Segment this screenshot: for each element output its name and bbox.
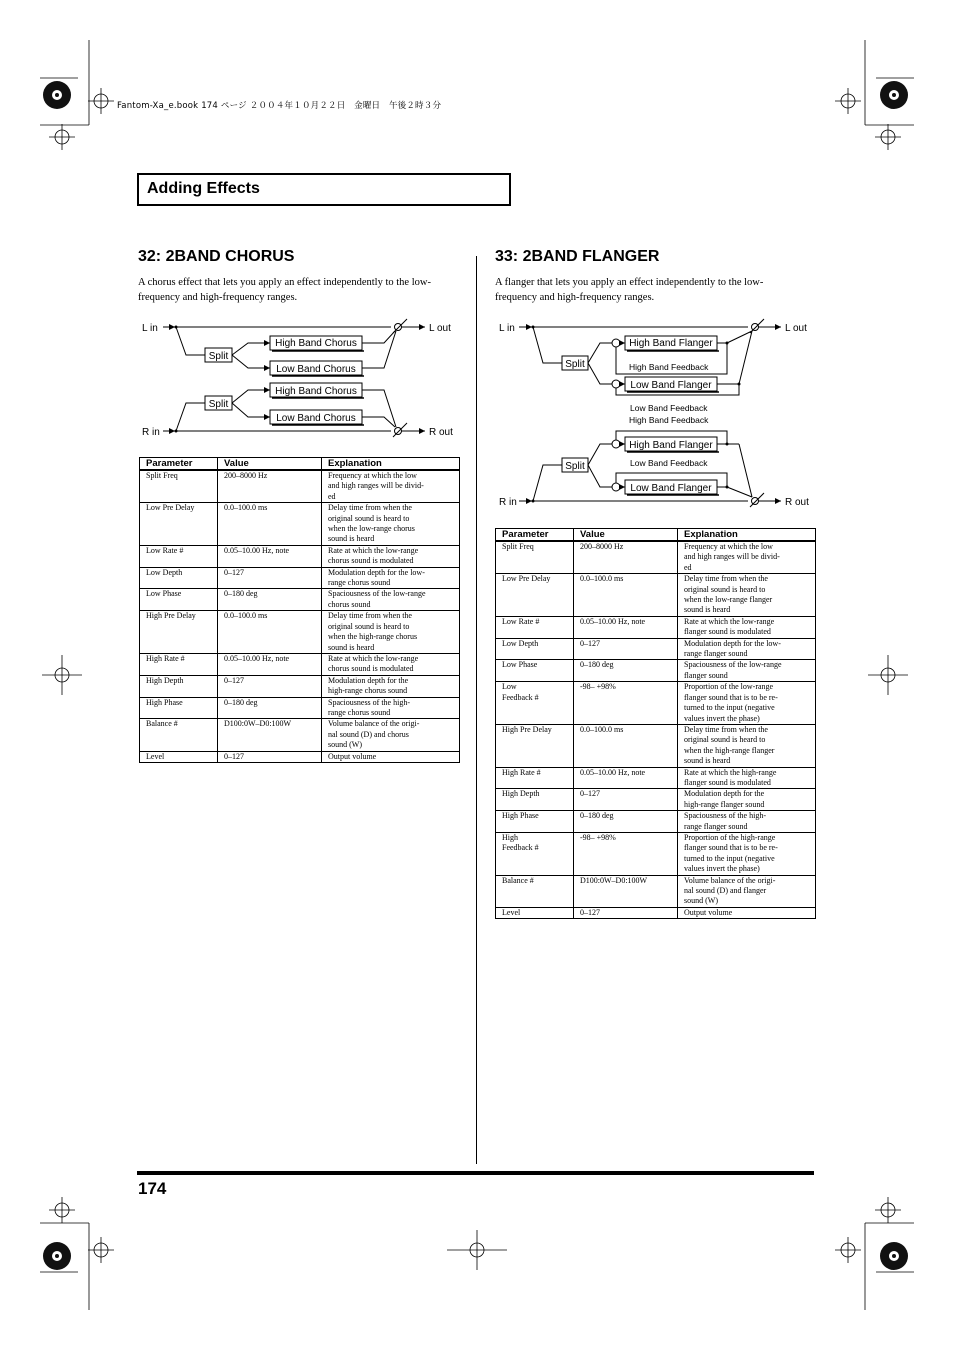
chorus-split-label: Split [208, 351, 229, 362]
value-cell: 0.0–100.0 ms [218, 503, 322, 546]
chorus-low-band-label: Low Band Chorus [276, 364, 356, 375]
parameter-cell: Low Depth [496, 638, 574, 660]
flanger-split-label: Split [565, 461, 585, 472]
chorus-high-band-label: High Band Chorus [275, 386, 357, 397]
value-cell: 0–180 deg [218, 589, 322, 611]
chorus-intro-line-1: A chorus effect that lets you apply an effect independently to the low- [138, 277, 431, 288]
parameter-cell: High Pre Delay [140, 611, 218, 654]
parameter-cell: Low Pre Delay [140, 503, 218, 546]
chorus-intro-line-2: frequency and high-frequency ranges. [138, 292, 298, 303]
explanation-cell: Rate at which the high-range flanger sound is modulated [678, 767, 816, 789]
flanger-parameter-table [495, 528, 816, 919]
flanger-high-feedback-label: High Band Feedback [629, 415, 709, 425]
chorus-split-label: Split [208, 399, 229, 410]
parameter-cell: Level [496, 907, 574, 918]
parameter-cell: Split Freq [140, 470, 218, 503]
value-cell: 0–180 deg [574, 811, 678, 833]
explanation-cell: Modulation depth for the high-range chorus sound [322, 675, 460, 697]
flanger-r-in-label: R in [499, 497, 517, 508]
explanation-cell: Delay time from when the original sound is heard to when the high-range chorus sound is heard [322, 611, 460, 654]
explanation-cell: Modulation depth for the low- range flanger sound [678, 638, 816, 660]
value-cell: D100:0W–D0:100W [574, 875, 678, 907]
table-row [496, 789, 816, 811]
table-row [496, 574, 816, 617]
parameter-cell: Low Phase [140, 589, 218, 611]
parameter-cell: Low Pre Delay [496, 574, 574, 617]
parameter-cell: Level [140, 751, 218, 762]
flanger-low-feedback-label: Low Band Feedback [630, 458, 708, 468]
table-row [496, 638, 816, 660]
column-header: Value [218, 458, 322, 471]
flanger-high-feedback-label: High Band Feedback [629, 362, 709, 372]
explanation-cell: Volume balance of the origi- nal sound (D) and flanger sound (W) [678, 875, 816, 907]
explanation-cell: Rate at which the low-range chorus sound is modulated [322, 545, 460, 567]
flanger-low-band-label: Low Band Flanger [630, 483, 712, 494]
parameter-cell: Split Freq [496, 541, 574, 574]
table-row [496, 724, 816, 767]
flanger-high-band-label: High Band Flanger [629, 440, 713, 451]
column-header: Explanation [322, 458, 460, 471]
explanation-cell: Frequency at which the low and high ranges will be divid- ed [322, 470, 460, 503]
explanation-cell: Rate at which the low-range flanger sound is modulated [678, 616, 816, 638]
table-header-row [496, 529, 816, 542]
column-header: Parameter [140, 458, 218, 471]
value-cell: 0.05–10.00 Hz, note [574, 767, 678, 789]
parameter-cell: Balance # [496, 875, 574, 907]
explanation-cell: Spaciousness of the high- range chorus sound [322, 697, 460, 719]
value-cell: 0.0–100.0 ms [574, 574, 678, 617]
flanger-intro-line-1: A flanger that lets you apply an effect independently to the low- [495, 277, 764, 288]
flanger-title: 33: 2BAND FLANGER [495, 248, 660, 265]
table-row [496, 616, 816, 638]
explanation-cell: Rate at which the low-range chorus sound is modulated [322, 653, 460, 675]
table-row [496, 767, 816, 789]
parameter-cell: Low Phase [496, 660, 574, 682]
explanation-cell: Proportion of the high-range flanger sound that is to be re- turned to the input (negative values invert the phase) [678, 832, 816, 875]
explanation-cell: Volume balance of the origi- nal sound (D) and chorus sound (W) [322, 719, 460, 751]
explanation-cell: Spaciousness of the high- range flanger sound [678, 811, 816, 833]
value-cell: 200–8000 Hz [218, 470, 322, 503]
chorus-high-band-label: High Band Chorus [275, 338, 357, 349]
table-row [496, 541, 816, 574]
value-cell: 200–8000 Hz [574, 541, 678, 574]
flanger-high-band-label: High Band Flanger [629, 338, 713, 349]
parameter-cell: Balance # [140, 719, 218, 751]
value-cell: 0.0–100.0 ms [574, 724, 678, 767]
column-header: Parameter [496, 529, 574, 542]
flanger-l-in-label: L in [499, 323, 515, 334]
parameter-cell: High Pre Delay [496, 724, 574, 767]
parameter-cell: High Depth [496, 789, 574, 811]
table-row [496, 907, 816, 918]
parameter-cell: Low Depth [140, 567, 218, 589]
explanation-cell: Modulation depth for the low- range chorus sound [322, 567, 460, 589]
parameter-cell: High Rate # [140, 653, 218, 675]
value-cell: 0.0–100.0 ms [218, 611, 322, 654]
value-cell: 0–127 [574, 789, 678, 811]
flanger-split-label: Split [565, 359, 585, 370]
value-cell: -98– +98% [574, 832, 678, 875]
explanation-cell: Delay time from when the original sound is heard to when the high-range flanger sound is heard [678, 724, 816, 767]
column-header: Value [574, 529, 678, 542]
page-number: 174 [138, 1179, 167, 1198]
explanation-cell: Delay time from when the original sound is heard to when the low-range chorus sound is heard [322, 503, 460, 546]
chorus-l-out-label: L out [429, 323, 451, 334]
value-cell: 0–127 [218, 751, 322, 762]
parameter-cell: High Depth [140, 675, 218, 697]
explanation-cell: Output volume [322, 751, 460, 762]
value-cell: 0.05–10.00 Hz, note [218, 653, 322, 675]
value-cell: 0–180 deg [218, 697, 322, 719]
explanation-cell: Frequency at which the low and high ranges will be divid- ed [678, 541, 816, 574]
table-row [496, 811, 816, 833]
value-cell: D100:0W–D0:100W [218, 719, 322, 751]
explanation-cell: Proportion of the low-range flanger sound that is to be re- turned to the input (negative values invert the phase) [678, 682, 816, 725]
table-row [496, 875, 816, 907]
explanation-cell: Output volume [678, 907, 816, 918]
chorus-r-in-label: R in [142, 427, 160, 438]
value-cell: 0.05–10.00 Hz, note [574, 616, 678, 638]
value-cell: 0–127 [218, 567, 322, 589]
parameter-cell: High Rate # [496, 767, 574, 789]
parameter-cell: High Phase [140, 697, 218, 719]
page-rule [137, 1171, 814, 1175]
value-cell: 0.05–10.00 Hz, note [218, 545, 322, 567]
column-header: Explanation [678, 529, 816, 542]
parameter-cell: High Phase [496, 811, 574, 833]
value-cell: -98– +98% [574, 682, 678, 725]
chorus-r-out-label: R out [429, 427, 453, 438]
chorus-l-in-label: L in [142, 323, 158, 334]
parameter-cell: High Feedback # [496, 832, 574, 875]
value-cell: 0–180 deg [574, 660, 678, 682]
explanation-cell: Modulation depth for the high-range flanger sound [678, 789, 816, 811]
value-cell: 0–127 [574, 907, 678, 918]
print-header: Fantom-Xa_e.book 174 ページ ２００４年１０月２２日 金曜日 午後２時３分 [117, 101, 442, 111]
value-cell: 0–127 [218, 675, 322, 697]
table-row [496, 660, 816, 682]
table-row [496, 682, 816, 725]
chorus-low-band-label: Low Band Chorus [276, 413, 356, 424]
flanger-low-band-label: Low Band Flanger [630, 380, 712, 391]
table-row [496, 832, 816, 875]
explanation-cell: Spaciousness of the low-range chorus sound [322, 589, 460, 611]
flanger-r-out-label: R out [785, 497, 809, 508]
chorus-title: 32: 2BAND CHORUS [138, 248, 295, 265]
parameter-cell: Low Rate # [140, 545, 218, 567]
flanger-intro-line-2: frequency and high-frequency ranges. [495, 292, 655, 303]
parameter-cell: Low Rate # [496, 616, 574, 638]
explanation-cell: Delay time from when the original sound is heard to when the low-range flanger sound is heard [678, 574, 816, 617]
explanation-cell: Spaciousness of the low-range flanger sound [678, 660, 816, 682]
value-cell: 0–127 [574, 638, 678, 660]
flanger-l-out-label: L out [785, 323, 807, 334]
parameter-cell: Low Feedback # [496, 682, 574, 725]
flanger-low-feedback-label: Low Band Feedback [630, 403, 708, 413]
section-title: Adding Effects [147, 180, 260, 197]
